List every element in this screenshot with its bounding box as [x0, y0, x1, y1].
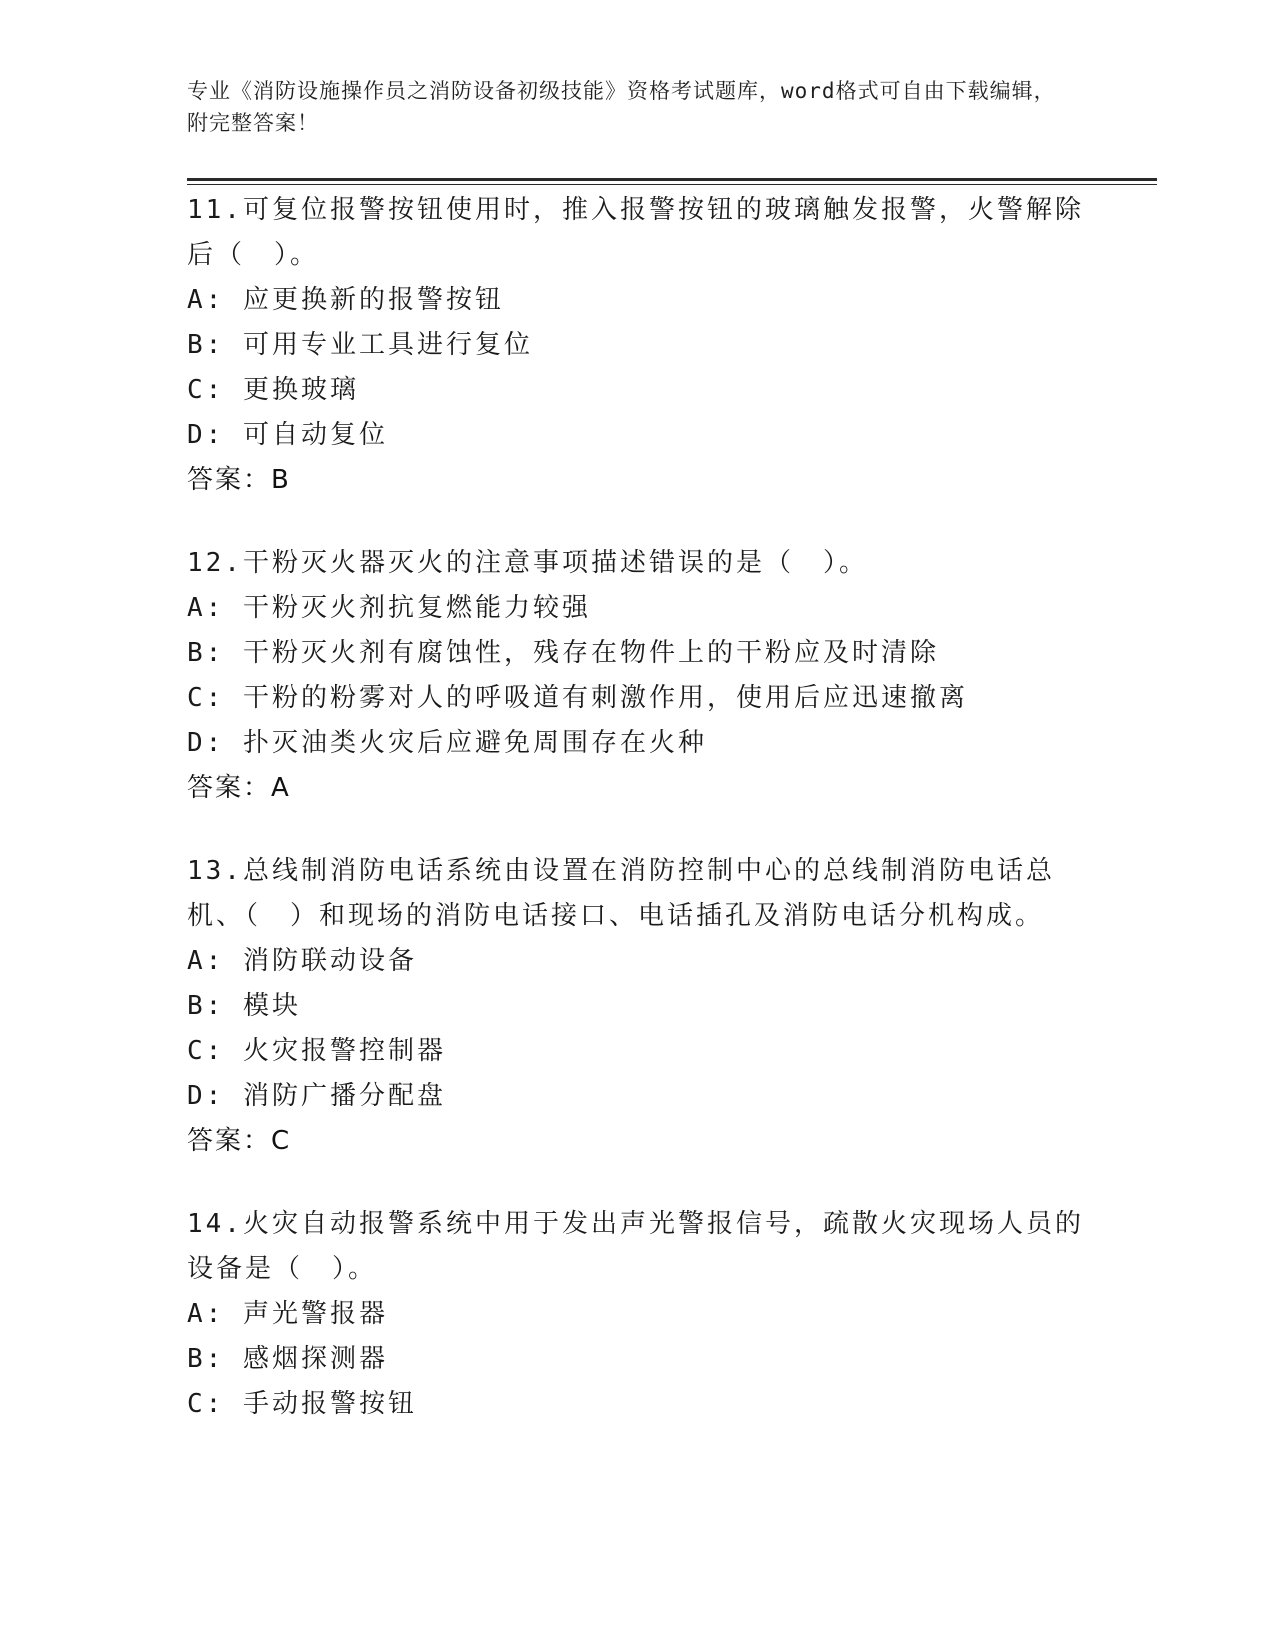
option-a: A: 干粉灭火剂抗复燃能力较强 [187, 593, 591, 623]
option-a: A: 声光警报器 [187, 1299, 388, 1329]
option-b: B: 模块 [187, 991, 301, 1021]
document-header: 专业《消防设施操作员之消防设备初级技能》资格考试题库，word格式可自由下载编辑，附完整答案！ [187, 79, 1056, 135]
question-11 [187, 188, 1087, 503]
answer-line: 答案：B [187, 465, 291, 495]
option-d: D: 扑灭油类火灾后应避免周围存在火种 [187, 728, 707, 758]
option-a: A: 应更换新的报警按钮 [187, 285, 504, 315]
option-c: C: 火灾报警控制器 [187, 1036, 446, 1066]
option-d: D: 可自动复位 [187, 420, 388, 450]
question-12 [187, 541, 1087, 811]
question-13 [187, 849, 1087, 1164]
option-a: A: 消防联动设备 [187, 946, 417, 976]
option-b: B: 可用专业工具进行复位 [187, 330, 533, 360]
answer-line: 答案：A [187, 773, 291, 803]
question-list [187, 188, 1087, 1465]
question-stem: 12.干粉灭火器灭火的注意事项描述错误的是（ ）。 [187, 548, 868, 578]
option-b: B: 感烟探测器 [187, 1344, 388, 1374]
option-c: C: 更换玻璃 [187, 375, 359, 405]
option-c: C: 手动报警按钮 [187, 1389, 417, 1419]
answer-line: 答案：C [187, 1126, 292, 1156]
option-b: B: 干粉灭火剂有腐蚀性，残存在物件上的干粉应及时清除 [187, 638, 939, 668]
option-d: D: 消防广播分配盘 [187, 1081, 446, 1111]
question-stem: 13.总线制消防电话系统由设置在消防控制中心的总线制消防电话总机、（ ）和现场的消防电话接口、电话插孔及消防电话分机构成。 [187, 856, 1055, 931]
question-14 [187, 1202, 1087, 1427]
question-stem: 11.可复位报警按钮使用时，推入报警按钮的玻璃触发报警，火警解除后（ ）。 [187, 195, 1084, 270]
question-stem: 14.火灾自动报警系统中用于发出声光警报信号，疏散火灾现场人员的设备是（ ）。 [187, 1209, 1084, 1284]
header-divider-thin [187, 184, 1157, 185]
option-c: C: 干粉的粉雾对人的呼吸道有刺激作用，使用后应迅速撤离 [187, 683, 968, 713]
header-divider-thick [187, 178, 1157, 181]
